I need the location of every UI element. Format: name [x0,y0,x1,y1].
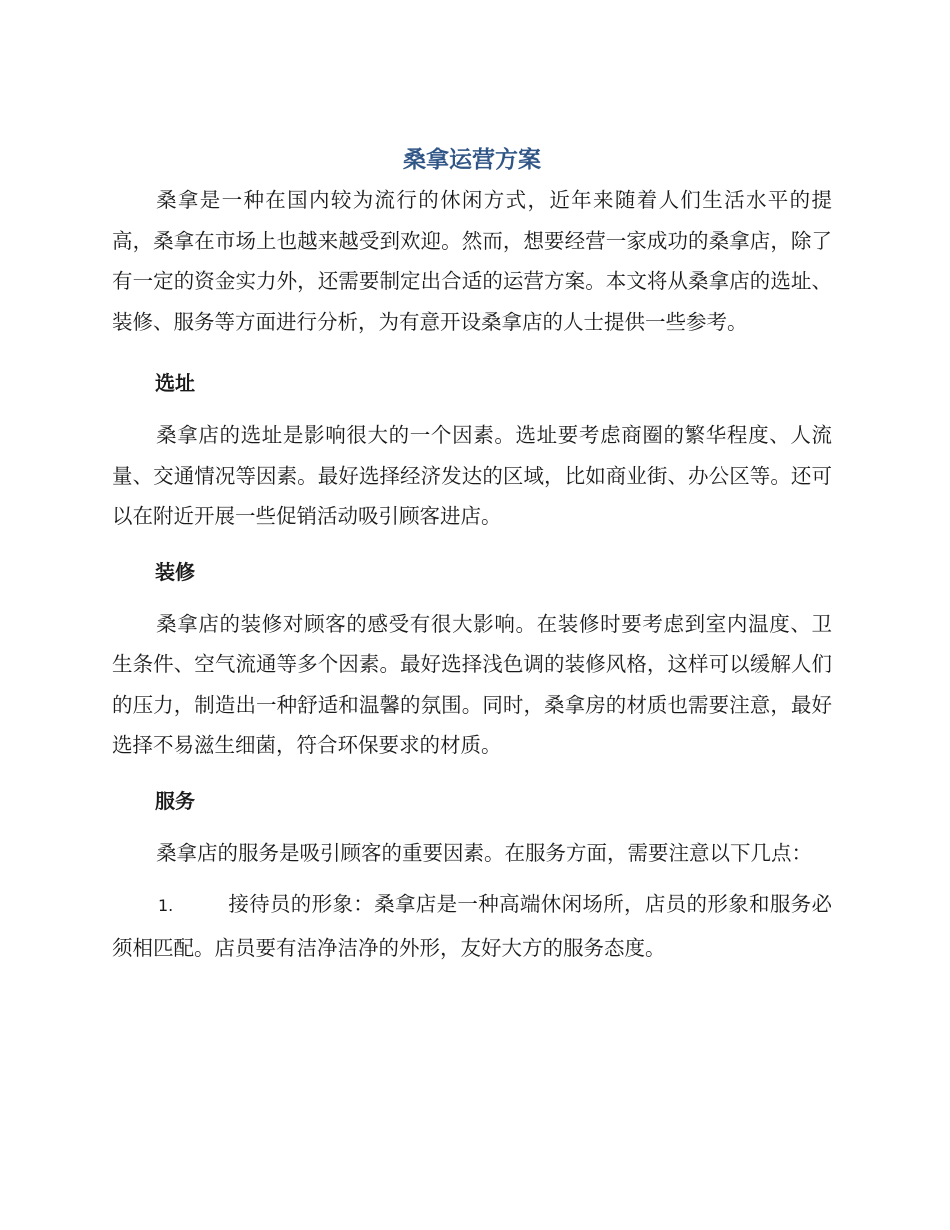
section-heading-decoration: 装修 [155,559,195,584]
list-item-number: 1. [158,896,174,915]
section-heading-service: 服务 [155,788,195,813]
document-page [112,140,832,969]
list-item [112,883,832,969]
list-item-text: 接待员的形象：桑拿店是一种高端休闲场所，店员的形象和服务必须相匹配。店员要有洁净洁净的外形，友好大方的服务态度。 [112,892,832,960]
section-text-service: 桑拿店的服务是吸引顾客的重要因素。在服务方面，需要注意以下几点： [156,840,813,865]
section-text-decoration: 桑拿店的装修对顾客的感受有很大影响。在装修时要考虑到室内温度、卫生条件、空气流通等多个因素。最好选择浅色调的装修风格，这样可以缓解人们的压力，制造出一种舒适和温馨的氛围。同时，桑拿房的材质也需要注意，最好选择不易滋生细菌，符合环保要求的材质。 [112,611,832,757]
document-title: 桑拿运营方案 [403,147,541,173]
section-text-location: 桑拿店的选址是影响很大的一个因素。选址要考虑商圈的繁华程度、人流量、交通情况等因素。最好选择经济发达的区域，比如商业街、办公区等。还可以在附近开展一些促销活动吸引顾客进店。 [112,423,832,528]
section-heading-location: 选址 [155,371,195,395]
intro-paragraph: 桑拿是一种在国内较为流行的休闲方式，近年来随着人们生活水平的提高，桑拿在市场上也越来越受到欢迎。然而，想要经营一家成功的桑拿店，除了有一定的资金实力外，还需要制定出合适的运营方案。本文将从桑拿店的选址、装修、服务等方面进行分析，为有意开设桑拿店的人士提供一些参考。 [112,188,832,334]
